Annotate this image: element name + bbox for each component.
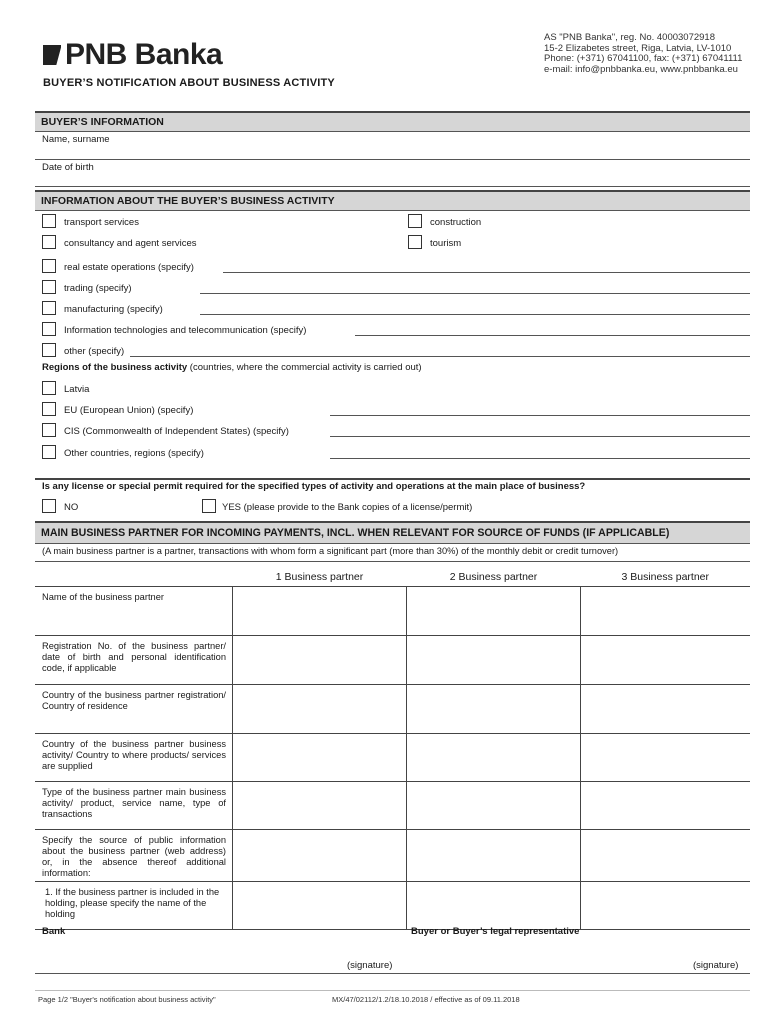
footer-divider bbox=[35, 990, 750, 991]
partner-1-cell[interactable] bbox=[233, 587, 407, 636]
dob-field[interactable] bbox=[35, 186, 750, 187]
table-row bbox=[35, 685, 750, 734]
latvia-checkbox[interactable] bbox=[42, 381, 56, 395]
address-line: Phone: (+371) 67041100, fax: (+371) 67041111 bbox=[544, 53, 743, 64]
divider bbox=[35, 561, 750, 562]
other-countries-checkbox[interactable] bbox=[42, 445, 56, 459]
construction-label: construction bbox=[430, 217, 482, 228]
eu-label: EU (European Union) (specify) bbox=[64, 405, 194, 416]
transport-label: transport services bbox=[64, 217, 139, 228]
partner-2-cell[interactable] bbox=[407, 734, 581, 782]
partner-1-cell[interactable] bbox=[233, 830, 407, 882]
partner-1-cell[interactable] bbox=[233, 685, 407, 734]
column-header: 1 Business partner bbox=[233, 568, 407, 587]
trading-checkbox[interactable] bbox=[42, 280, 56, 294]
partner-2-cell[interactable] bbox=[407, 685, 581, 734]
partner-2-cell[interactable] bbox=[407, 636, 581, 685]
footer-page-info: Page 1/2 "Buyer's notification about business activity" bbox=[38, 995, 216, 1004]
footer-doc-code: MX/47/02112/1.2/18.10.2018 / effective as of 09.11.2018 bbox=[332, 995, 520, 1004]
manufacturing-checkbox[interactable] bbox=[42, 301, 56, 315]
consultancy-checkbox[interactable] bbox=[42, 235, 56, 249]
row-label: Registration No. of the business partner/ date of birth and personal identification code, if applicable bbox=[35, 636, 233, 685]
document-title: BUYER’S NOTIFICATION ABOUT BUSINESS ACTIVITY bbox=[43, 77, 335, 89]
logo-text: PNB Banka bbox=[65, 38, 223, 71]
partner-2-cell[interactable] bbox=[407, 830, 581, 882]
partner-3-cell[interactable] bbox=[581, 782, 751, 830]
it-telecom-checkbox[interactable] bbox=[42, 322, 56, 336]
trading-specify-field[interactable] bbox=[200, 293, 750, 294]
bank-logo bbox=[43, 40, 222, 70]
license-yes-checkbox[interactable] bbox=[202, 499, 216, 513]
table-row bbox=[35, 587, 750, 636]
dob-label: Date of birth bbox=[42, 162, 94, 173]
regions-label: Regions of the business activity (countries, where the commercial activity is carried out) bbox=[42, 362, 422, 373]
other-label: other (specify) bbox=[64, 346, 125, 357]
partners-note: (A main business partner is a partner, transactions with whom form a significant part (more than 30%) of the monthly debit or credit turnover) bbox=[42, 546, 619, 556]
partner-3-cell[interactable] bbox=[581, 587, 751, 636]
column-header: 3 Business partner bbox=[581, 568, 751, 587]
column-header: 2 Business partner bbox=[407, 568, 581, 587]
buyer-rep-label: Buyer or Buyer’s legal representative bbox=[411, 926, 580, 937]
consultancy-label: consultancy and agent services bbox=[64, 238, 197, 249]
other-checkbox[interactable] bbox=[42, 343, 56, 357]
table-row bbox=[35, 782, 750, 830]
table-row bbox=[35, 734, 750, 782]
real-estate-checkbox[interactable] bbox=[42, 259, 56, 273]
bank-address bbox=[544, 33, 742, 75]
address-line: AS "PNB Banka", reg. No. 40003072918 bbox=[544, 32, 715, 43]
it-telecom-label: Information technologies and telecommunication (specify) bbox=[64, 325, 307, 336]
cis-specify-field[interactable] bbox=[330, 436, 750, 437]
address-line: e-mail: info@pnbbanka.eu, www.pnbbanka.eu bbox=[544, 63, 738, 75]
cis-label: CIS (Commonwealth of Independent States) (specify) bbox=[64, 426, 289, 437]
partner-3-cell[interactable] bbox=[581, 685, 751, 734]
eu-checkbox[interactable] bbox=[42, 402, 56, 416]
partner-1-cell[interactable] bbox=[233, 882, 407, 930]
name-field[interactable] bbox=[35, 159, 750, 160]
other-specify-field[interactable] bbox=[130, 356, 750, 357]
partner-3-cell[interactable] bbox=[581, 636, 751, 685]
license-yes-label: YES (please provide to the Bank copies of a license/permit) bbox=[222, 502, 473, 513]
signature-line[interactable] bbox=[35, 973, 750, 974]
trading-label: trading (specify) bbox=[64, 283, 132, 294]
real-estate-label: real estate operations (specify) bbox=[64, 262, 194, 273]
other-countries-specify-field[interactable] bbox=[330, 458, 750, 459]
partner-3-cell[interactable] bbox=[581, 830, 751, 882]
construction-checkbox[interactable] bbox=[408, 214, 422, 228]
divider bbox=[35, 478, 750, 480]
partner-2-cell[interactable] bbox=[407, 882, 581, 930]
partner-2-cell[interactable] bbox=[407, 782, 581, 830]
row-label: Type of the business partner main business activity/ product, service name, type of transactions bbox=[35, 782, 233, 830]
license-no-checkbox[interactable] bbox=[42, 499, 56, 513]
partner-1-cell[interactable] bbox=[233, 734, 407, 782]
name-label: Name, surname bbox=[42, 134, 110, 145]
partner-3-cell[interactable] bbox=[581, 734, 751, 782]
partner-2-cell[interactable] bbox=[407, 587, 581, 636]
partner-1-cell[interactable] bbox=[233, 636, 407, 685]
row-label: Name of the business partner bbox=[35, 587, 233, 636]
latvia-label: Latvia bbox=[64, 384, 90, 395]
bank-signature-label: (signature) bbox=[347, 960, 393, 971]
manufacturing-specify-field[interactable] bbox=[200, 314, 750, 315]
license-no-label: NO bbox=[64, 502, 79, 513]
table-row bbox=[35, 636, 750, 685]
row-label: Country of the business partner registration/ Country of residence bbox=[35, 685, 233, 734]
row-label: 1. If the business partner is included in the holding, please specify the name of the holding bbox=[35, 882, 233, 930]
license-question: Is any license or special permit required for the specified types of activity and operations at the main place of business? bbox=[42, 481, 586, 492]
table-row bbox=[35, 830, 750, 882]
logo-mark-icon bbox=[43, 45, 61, 65]
cis-checkbox[interactable] bbox=[42, 423, 56, 437]
manufacturing-label: manufacturing (specify) bbox=[64, 304, 163, 315]
partner-3-cell[interactable] bbox=[581, 882, 751, 930]
other-countries-label: Other countries, regions (specify) bbox=[64, 448, 204, 459]
table-row bbox=[35, 882, 750, 930]
tourism-label: tourism bbox=[430, 238, 462, 249]
eu-specify-field[interactable] bbox=[330, 415, 750, 416]
bank-label: Bank bbox=[42, 926, 66, 937]
partners-heading: MAIN BUSINESS PARTNER FOR INCOMING PAYMENTS, INCL. WHEN RELEVANT FOR SOURCE OF FUNDS (IF APPLICABLE) bbox=[35, 521, 750, 544]
activity-heading: INFORMATION ABOUT THE BUYER’S BUSINESS ACTIVITY bbox=[35, 190, 750, 211]
row-label: Country of the business partner business activity/ Country to where products/ services are supplied bbox=[35, 734, 233, 782]
buyer-signature-label: (signature) bbox=[693, 960, 739, 971]
real-estate-specify-field[interactable] bbox=[223, 272, 750, 273]
address-line: 15-2 Elizabetes street, Riga, Latvia, LV-1010 bbox=[544, 42, 732, 54]
tourism-checkbox[interactable] bbox=[408, 235, 422, 249]
partners-table bbox=[35, 568, 750, 930]
row-label: Specify the source of public information about the business partner (web address) or, in the absence thereof additional information: bbox=[35, 830, 233, 882]
it-telecom-specify-field[interactable] bbox=[355, 335, 750, 336]
partner-1-cell[interactable] bbox=[233, 782, 407, 830]
buyer-info-heading: BUYER’S INFORMATION bbox=[35, 111, 750, 132]
transport-checkbox[interactable] bbox=[42, 214, 56, 228]
